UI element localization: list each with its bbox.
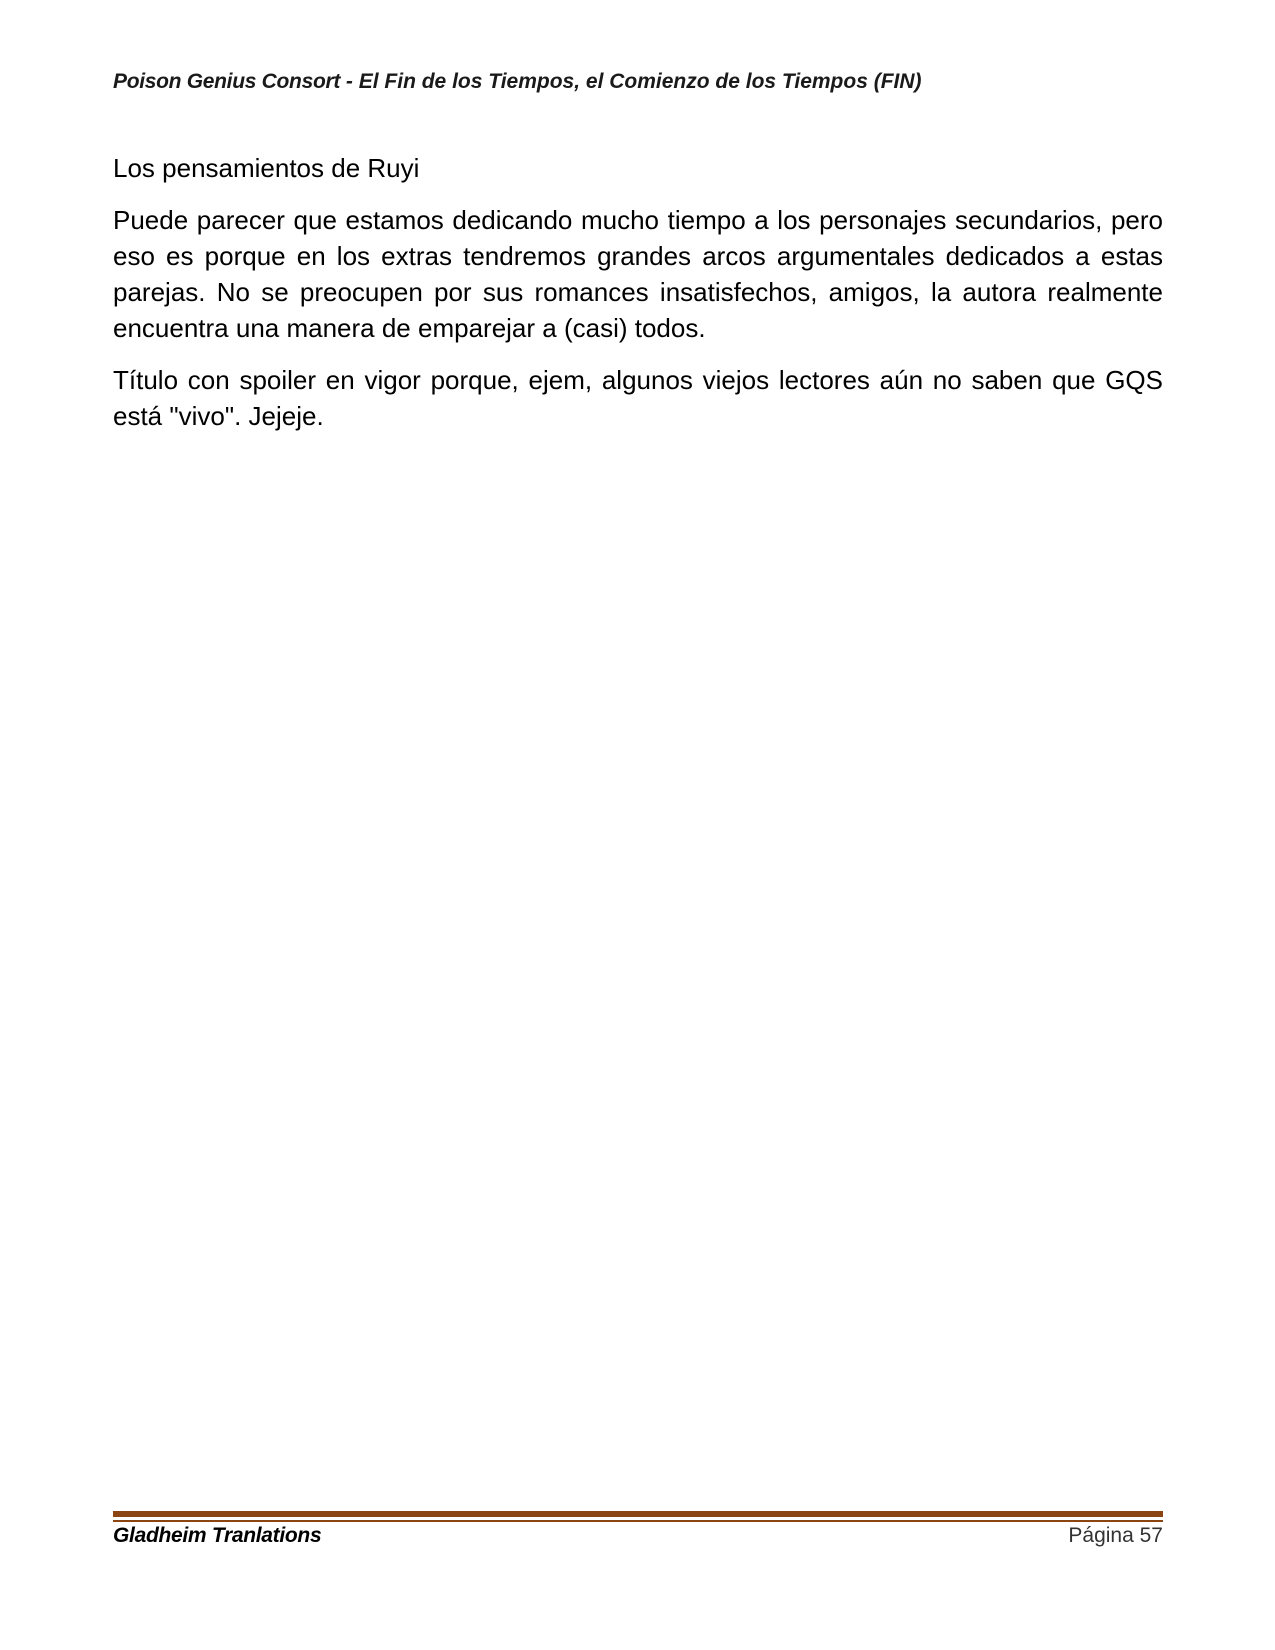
footer-divider-thin <box>113 1520 1163 1522</box>
page-number: Página 57 <box>1068 1524 1163 1547</box>
header-separator: - <box>340 70 359 93</box>
footer-divider <box>113 1511 1163 1522</box>
page-footer <box>113 1524 1163 1548</box>
chapter-title: El Fin de los Tiempos, el Comienzo de los Tiempos (FIN) <box>358 70 922 93</box>
section-title: Los pensamientos de Ruyi <box>113 153 420 183</box>
page-header <box>113 70 1163 94</box>
footer-divider-thick <box>113 1511 1163 1517</box>
body-paragraph-2: Título con spoiler en vigor porque, ejem, algunos viejos lectores aún no saben que GQS está "vivo". Jejeje. <box>113 365 1163 431</box>
page-body <box>113 150 1163 450</box>
footer-brand: Gladheim Tranlations <box>113 1524 322 1547</box>
series-title: Poison Genius Consort <box>113 70 341 93</box>
body-paragraph-1: Puede parecer que estamos dedicando mucho tiempo a los personajes secundarios, pero eso es porque en los extras tendremos grandes arcos argumentales dedicados a estas parejas. No se preocupen por sus romances insatisfechos, amigos, la autora realmente encuentra una manera de emparejar a (casi) todos. <box>113 205 1163 343</box>
